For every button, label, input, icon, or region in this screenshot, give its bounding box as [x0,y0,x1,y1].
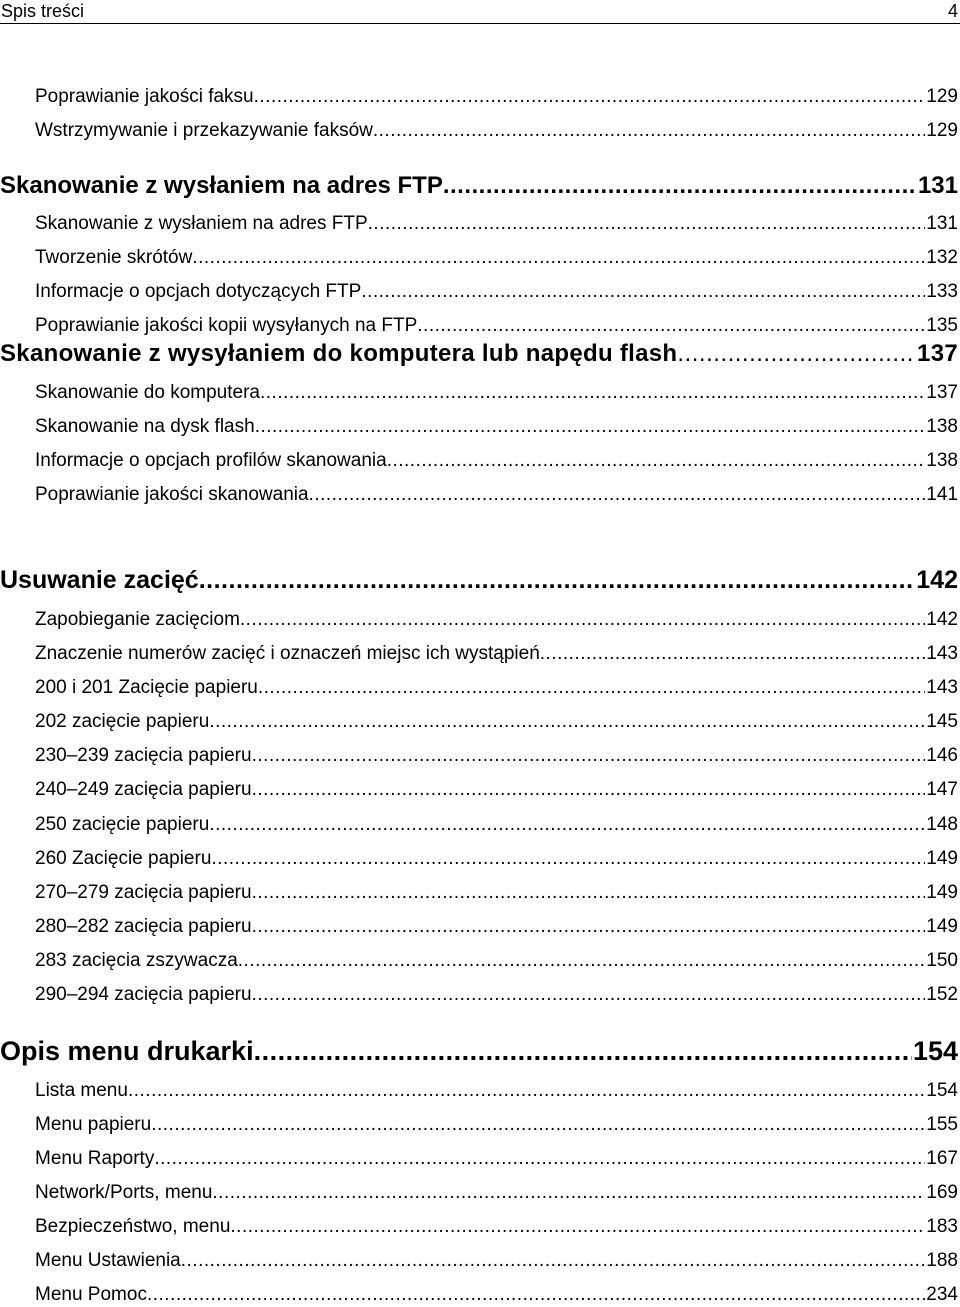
toc-entry[interactable] [0,847,960,871]
toc-entry-title: Poprawianie jakości skanowania [35,484,309,505]
toc-chapter[interactable] [0,339,960,369]
dot-leader [128,1079,925,1103]
toc-entry[interactable] [0,1215,960,1239]
toc-entry-page: 149 [926,848,958,869]
dot-leader [192,246,925,270]
dot-leader [147,1283,925,1307]
toc-entry[interactable] [0,949,960,973]
toc-entry-title: Informacje o opcjach profilów skanowania [35,450,387,471]
toc-chapter[interactable] [0,171,960,201]
dot-leader [417,314,925,338]
toc-entry-title: Poprawianie jakości kopii wysyłanych na FTP [35,315,418,336]
toc-entry[interactable] [0,744,960,768]
dot-leader [540,642,926,666]
toc-entry-title: Bezpieczeństwo, menu [35,1216,231,1237]
dot-leader [368,212,926,236]
toc-entry[interactable] [0,813,960,837]
toc-entry-title: 270–279 zacięcia papieru [35,882,252,903]
toc-entry-title: 230–239 zacięcia papieru [35,745,252,766]
toc-entry-title: Skanowanie do komputera [35,382,260,403]
toc-entry[interactable] [0,881,960,905]
dot-leader [677,339,916,369]
toc-entry-page: 147 [926,779,958,800]
toc-entry[interactable] [0,642,960,666]
toc-entry-page: 148 [926,814,958,835]
toc-entry-title: 202 zacięcie papieru [35,711,210,732]
toc-entry-page: 137 [926,382,958,403]
toc-entry[interactable] [0,280,960,304]
toc-entry-title: Skanowanie na dysk flash [35,416,255,437]
toc-entry[interactable] [0,1249,960,1273]
dot-leader [211,847,925,871]
toc-entry-page: 183 [926,1216,958,1237]
toc-entry[interactable] [0,778,960,802]
dot-leader [252,778,926,802]
toc-entry[interactable] [0,1079,960,1103]
toc-entry[interactable] [0,483,960,507]
toc-entry-title: 280–282 zacięcia papieru [35,916,252,937]
toc-entry-title: Network/Ports, menu [35,1182,213,1203]
toc-entry-title: 240–249 zacięcia papieru [35,779,252,800]
toc-entry-title: 260 Zacięcie papieru [35,848,212,869]
toc-chapter-page: 154 [912,1036,958,1066]
toc-entry[interactable] [0,246,960,270]
toc-entry[interactable] [0,915,960,939]
toc-entry-title: Informacje o opcjach dotyczących FTP [35,281,362,302]
dot-leader [260,381,925,405]
toc-entry-page: 167 [926,1148,958,1169]
toc-entry-title: Lista menu [35,1080,128,1101]
dot-leader [238,949,926,973]
running-header-page-number: 4 [947,1,958,21]
toc-entry-title: Wstrzymywanie i przekazywanie faksów [35,120,373,141]
dot-leader [309,483,926,507]
toc-entry-page: 154 [926,1080,958,1101]
dot-leader [361,280,925,304]
dot-leader [252,983,926,1007]
toc-entry[interactable] [0,983,960,1007]
dot-leader [181,1249,926,1273]
dot-leader [254,1035,912,1067]
dot-leader [199,565,916,595]
toc-entry-page: 132 [926,247,958,268]
toc-entry-title: Tworzenie skrótów [35,247,193,268]
toc-entry-page: 138 [926,450,958,471]
toc-entry-title: Menu Pomoc [35,1284,147,1305]
toc-entry[interactable] [0,415,960,439]
toc-entry[interactable] [0,608,960,632]
toc-entry-page: 169 [926,1182,958,1203]
toc-entry-page: 138 [926,416,958,437]
dot-leader [252,881,926,905]
dot-leader [209,813,925,837]
toc-entry-title: 200 i 201 Zacięcie papieru [35,677,258,698]
toc-entry[interactable] [0,1283,960,1307]
toc-entry-page: 142 [926,609,958,630]
toc-entry[interactable] [0,381,960,405]
toc-entry-page: 143 [926,677,958,698]
toc-chapter-title: Skanowanie z wysłaniem na adres FTP [0,172,443,199]
toc-entry[interactable] [0,212,960,236]
dot-leader [212,1181,925,1205]
toc-entry-title: Zapobieganie zacięciom [35,609,240,630]
toc-entry-page: 141 [926,484,958,505]
dot-leader [255,415,926,439]
toc-entry-title: Menu papieru [35,1114,152,1135]
toc-entry-page: 188 [926,1250,958,1271]
toc-entry-title: 290–294 zacięcia papieru [35,984,252,1005]
toc-entry-page: 135 [926,315,958,336]
toc-chapter-page: 137 [917,340,958,367]
toc-chapter-title: Usuwanie zacięć [0,566,199,594]
toc-chapter-page: 142 [916,566,958,594]
toc-entry-title: Menu Ustawienia [35,1250,181,1271]
toc-entry-page: 129 [926,86,958,107]
toc-entry-page: 131 [926,213,958,234]
toc-entry-page: 133 [926,281,958,302]
toc-entry-page: 155 [926,1114,958,1135]
dot-leader [230,1215,925,1239]
toc-entry-page: 149 [926,916,958,937]
toc-entry-title: Poprawianie jakości faksu [35,86,254,107]
toc-entry[interactable] [0,710,960,734]
toc-entry-title: Skanowanie z wysłaniem na adres FTP [35,213,368,234]
toc-entry-page: 152 [926,984,958,1005]
toc-entry[interactable] [0,85,960,109]
toc-entry[interactable] [0,1181,960,1205]
dot-leader [254,85,926,109]
toc-entry-title: Znaczenie numerów zacięć i oznaczeń miejsc ich wystąpień [35,643,540,664]
dot-leader [209,710,925,734]
toc-chapter[interactable] [0,565,960,595]
toc-chapter[interactable] [0,1035,960,1067]
dot-leader [373,119,925,143]
toc-chapter-title: Skanowanie z wysyłaniem do komputera lub napędu flash [0,340,678,367]
dot-leader [252,744,926,768]
toc-entry[interactable] [0,676,960,700]
toc-chapter-title: Opis menu drukarki [0,1036,254,1066]
running-header-title: Spis treści [1,1,85,21]
dot-leader [154,1147,925,1171]
toc-entry[interactable] [0,1147,960,1171]
toc-entry-page: 143 [926,643,958,664]
toc-entry-title: 283 zacięcia zszywacza [35,950,238,971]
toc-entry-page: 146 [926,745,958,766]
dot-leader [443,171,917,201]
toc-entry[interactable] [0,119,960,143]
dot-leader [252,915,926,939]
toc-entry[interactable] [0,449,960,473]
dot-leader [151,1113,925,1137]
toc-entry-page: 234 [926,1284,958,1305]
dot-leader [258,676,925,700]
toc-chapter-page: 131 [917,172,958,199]
toc-entry-page: 145 [926,711,958,732]
toc-entry-title: Menu Raporty [35,1148,155,1169]
toc-entry-page: 149 [926,882,958,903]
toc-entry-title: 250 zacięcie papieru [35,814,210,835]
toc-entry-page: 150 [926,950,958,971]
dot-leader [240,608,925,632]
toc-entry[interactable] [0,314,960,338]
toc-entry[interactable] [0,1113,960,1137]
toc-entry-page: 129 [926,120,958,141]
dot-leader [387,449,926,473]
